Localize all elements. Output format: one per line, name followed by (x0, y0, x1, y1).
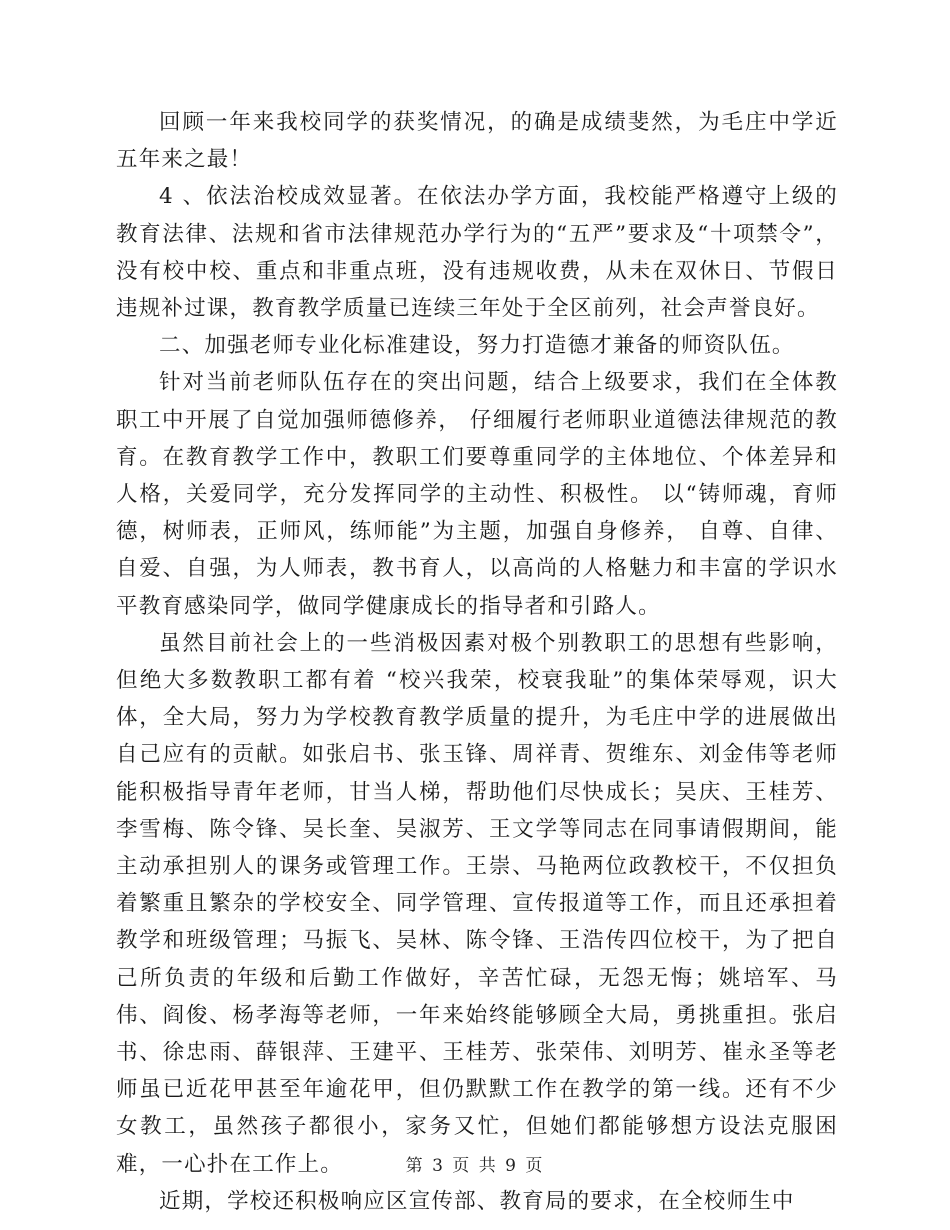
paragraph-staff-contributions: 虽然目前社会上的一些消极因素对极个别教职工的思想有些影响，但绝大多数教职工都有着 “校兴我荣，校衰我耻”的集体荣辱观，识大体，全大局，努力为学校教育教学质量的提升，为毛庄中学的进展做出自己应有的贡献。如张启书、张玉锋、周祥青、贺维东、刘金伟等老师能积极指导青年老师，甘当人梯，帮助他们尽快成长；吴庆、王桂芳、李雪梅、陈令锋、吴长奎、吴淑芳、王文学等同志在同事请假期间，能主动承担别人的课务或管理工作。王崇、马艳两位政教校干，不仅担负着繁重且繁杂的学校安全、同学管理、宣传报道等工作，而且还承担着教学和班级管理；马振飞、吴林、陈令锋、王浩传四位校干，为了把自己所负责的年级和后勤工作做好，辛苦忙碌，无怨无悔；姚培军、马伟、阎俊、杨孝海等老师，一年来始终能够顾全大局，勇挑重担。张启书、徐忠雨、薛银萍、王建平、王桂芳、张荣伟、刘明芳、崔永圣等老师虽已近花甲甚至年逾花甲，但仍默默工作在教学的第一线。还有不少女教工，虽然孩子都很小，家务又忙，但她们都能够想方设法克服困难，一心扑在工作上。 (116, 630, 838, 1177)
paragraph-rule-of-law: 4 、依法治校成效显著。在依法办学方面，我校能严格遵守上级的教育法律、法规和省市法律规范办学行为的“五严”要求及“十项禁令”，没有校中校、重点和非重点班，没有违规收费，从未在双休日、节假日违规补过课，教育教学质量已连续三年处于全区前列，社会声誉良好。 (116, 184, 838, 322)
document-body (116, 104, 838, 1220)
page-number-footer: 第 3 页 共 9 页 (405, 1156, 545, 1176)
paragraph-award-summary: 回顾一年来我校同学的获奖情况，的确是成绩斐然，为毛庄中学近五年来之最！ (116, 110, 838, 173)
section-heading-teacher-development: 二、加强老师专业化标准建设，努力打造德才兼备的师资队伍。 (159, 333, 795, 359)
paragraph-recent-activities: 近期，学校还积极响应区宣传部、教育局的要求，在全校师生中 (159, 1188, 795, 1214)
paragraph-teacher-ethics: 针对当前老师队伍存在的突出问题，结合上级要求，我们在全体教职工中开展了自觉加强师德修养， 仔细履行老师职业道德法律规范的教育。在教育教学工作中，教职工们要尊重同学的主体地位、个体差异和人格，关爱同学，充分发挥同学的主动性、积极性。 以“铸师魂，育师德，树师表，正师风，练师能”为主题，加强自身修养， 自尊、自律、自爱、自强，为人师表，教书育人，以高尚的人格魅力和丰富的学识水平教育感染同学，做同学健康成长的指导者和引路人。 (116, 370, 838, 619)
